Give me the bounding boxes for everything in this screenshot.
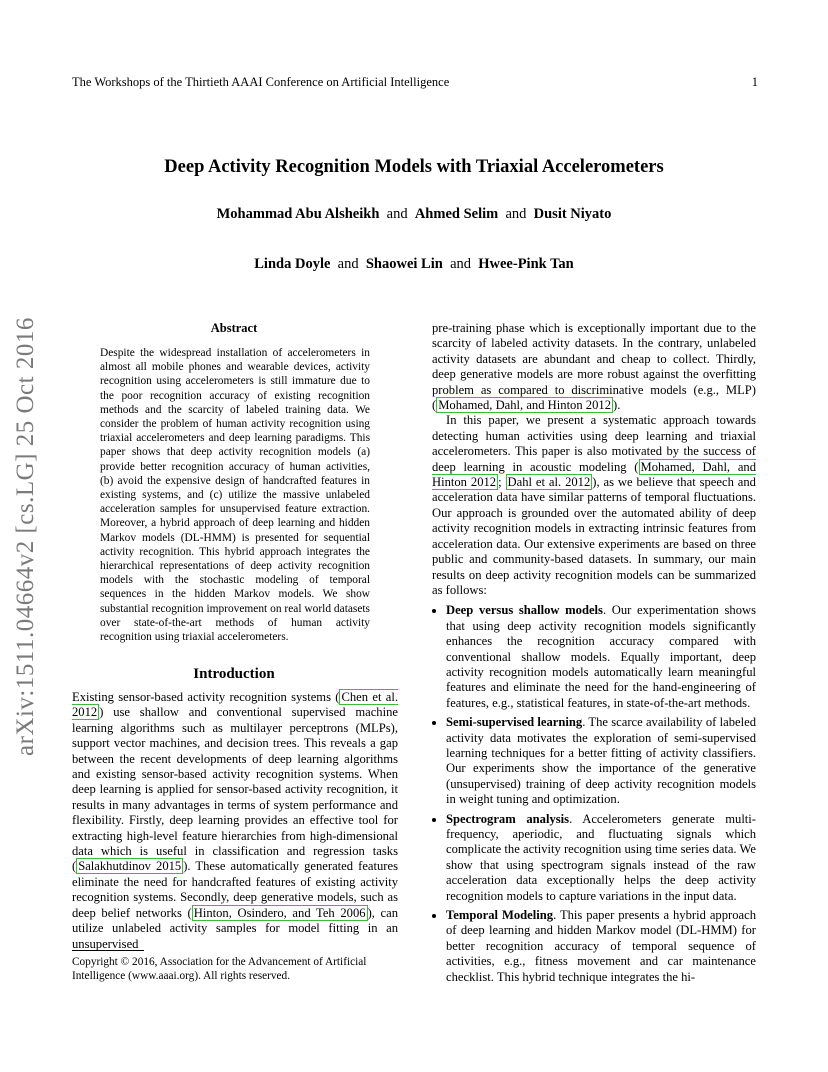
copyright-footnote: Copyright © 2016, Association for the Advancement of Artificial Intelligence (www.aaai.org). All rights reserved. xyxy=(72,956,367,982)
author-name: Ahmed Selim xyxy=(414,206,499,222)
citation-link[interactable]: Hinton, Osindero, and Teh 2006 xyxy=(193,905,366,920)
list-item: • Temporal Modeling. This paper presents a hybrid approach of deep learning and hidden Markov model (DL-HMM) for better recognition accuracy of temporal sequence of activities, e.g., fitness movement and car maintenance checklist. This hybrid technique integrates the hi- xyxy=(446,908,756,985)
citation-link[interactable]: Mohamed, Dahl, and Hinton 2012 xyxy=(438,398,611,413)
paragraph: In this paper, we present a systematic approach towards detecting human activities using deep learning and triaxial accelerometers. This paper is also motivated by the success of deep learning in acoustic modeling ( Mohamed, Dahl, and Hinton 2012 ; Dahl et al. 2012 ), as we believe that speech and acceleration data have similar patterns of temporal fluctuations. Our approach is grounded over the automated ability of deep activity recognition models in extracting intrinsic features from acceleration data. Our extensive experiments are based on three public and community-based datasets. In summary, our main results on deep activity recognition models can be summarized as follows: xyxy=(432,413,756,597)
list-item: • Deep versus shallow models. Our experimentation shows that using deep activity recognition models significantly enhances the recognition accuracy compared with conventional shallow models. Equally important, deep activity recognition models automatically learn meaningful features and eliminate the need for the hand-engineering of features, e.g., statistical features, in state-of-the-art methods. xyxy=(446,603,756,711)
list-item: • Semi-supervised learning. The scarce availability of labeled activity data motivates the exploration of semi-supervised learning techniques for a better fitting of activity classifiers. Our experiments show the importance of the generative (unsupervised) training of deep activity recognition models in weight tuning and optimization. xyxy=(446,715,756,807)
introduction-heading: Introduction xyxy=(193,666,275,682)
citation-link[interactable]: Salakhutdinov 2015 xyxy=(78,859,182,874)
author-name: Hwee-Pink Tan xyxy=(478,256,574,272)
author-name: Linda Doyle xyxy=(254,256,331,272)
footnote-divider xyxy=(72,950,144,951)
conference-name: The Workshops of the Thirtieth AAAI Conference on Artificial Intelligence xyxy=(72,75,450,89)
paragraph: pre-training phase which is exceptionally important due to the scarcity of labeled activity datasets. In the contrary, unlabeled activity datasets are abundant and cheap to collect. Thirdly, deep generative models are more robust against the overfitting problem as compared to discriminative models (e.g., MLP) ( Mohamed, Dahl, and Hinton 2012 ). xyxy=(432,321,756,413)
and-text: and xyxy=(505,206,527,222)
abstract-heading: Abstract xyxy=(210,321,258,335)
abstract-text: Despite the widespread installation of accelerometers in almost all mobile phones and wearable devices, activity recognition using accelerometers is still immature due to the poor recognition accuracy of existing recognition methods and the scarcity of labeled training data. We consider the problem of human activity recognition using triaxial accelerometers and deep learning paradigms. This paper shows that deep activity recognition models (a) provide better recognition accuracy of human activities, (b) avoid the expensive design of handcrafted features in existing systems, and (c) utilize the massive unlabeled acceleration samples for unsupervised feature extraction. Moreover, a hybrid approach of deep learning and hidden Markov models (DL-HMM) is presented for sequential activity recognition. This hybrid approach integrates the hierarchical representations of deep activity recognition models with the stochastic modeling of temporal sequences in the hidden Markov models. We show substantial recognition improvement on real world datasets over state-of-the-art methods of human activity recognition using triaxial accelerometers. xyxy=(100,347,370,644)
arxiv-stamp[interactable]: arXiv:1511.04664v2 [cs.LG] 25 Oct 2016 xyxy=(12,317,39,756)
citation-link[interactable]: Chen et al. 2012 xyxy=(72,690,398,720)
author-name: Shaowei Lin xyxy=(365,256,443,272)
and-text: and xyxy=(450,256,471,272)
author-row-2 xyxy=(0,256,828,273)
author-name: Mohammad Abu Alsheikh xyxy=(216,206,380,222)
citation-link[interactable]: Mohamed, Dahl, and Hinton 2012 xyxy=(432,459,756,490)
introduction-text: Existing sensor-based activity recognition systems ( Chen et al. 2012 ) use shallow and conventional supervised machine learning algorithms such as multilayer perceptrons (MLPs), support vector machines, and decision trees. This reveals a gap between the recent developments of deep learning algorithms and existing sensor-based activity recognition systems. When deep learning is applied for sensor-based activity recognition, it results in many advantages in terms of system performance and flexibility. Firstly, deep learning provides an effective tool for extracting high-level feature hierarchies from high-dimensional data which is useful in classification and regression tasks ( Salakhutdinov 2015 ). These automatically generated features eliminate the need for handcrafted features of existing activity recognition systems. Secondly, deep generative models, such as deep belief networks ( Hinton, Osindero, and Teh 2006 ), can utilize unlabeled activity samples for model fitting in an unsupervised xyxy=(72,690,399,951)
author-name: Dusit Niyato xyxy=(533,206,612,222)
citation-link[interactable]: Dahl et al. 2012 xyxy=(507,475,591,490)
and-text: and xyxy=(337,256,359,272)
author-row-1 xyxy=(0,206,828,223)
paper-title: Deep Activity Recognition Models with Triaxial Accelerometers xyxy=(164,157,664,177)
and-text: and xyxy=(386,206,408,222)
list-item: • Spectrogram analysis. Accelerometers generate multi-frequency, aperiodic, and fluctuating signals which complicate the activity recognition using time series data. We show that using spectrogram signals instead of the raw acceleration data exceptionally helps the deep activity recognition models to capture variations in the input data. xyxy=(446,812,756,904)
page-number: 1 xyxy=(751,75,758,89)
right-column-text xyxy=(432,321,756,989)
contributions-list xyxy=(432,603,756,985)
running-header xyxy=(72,75,758,90)
